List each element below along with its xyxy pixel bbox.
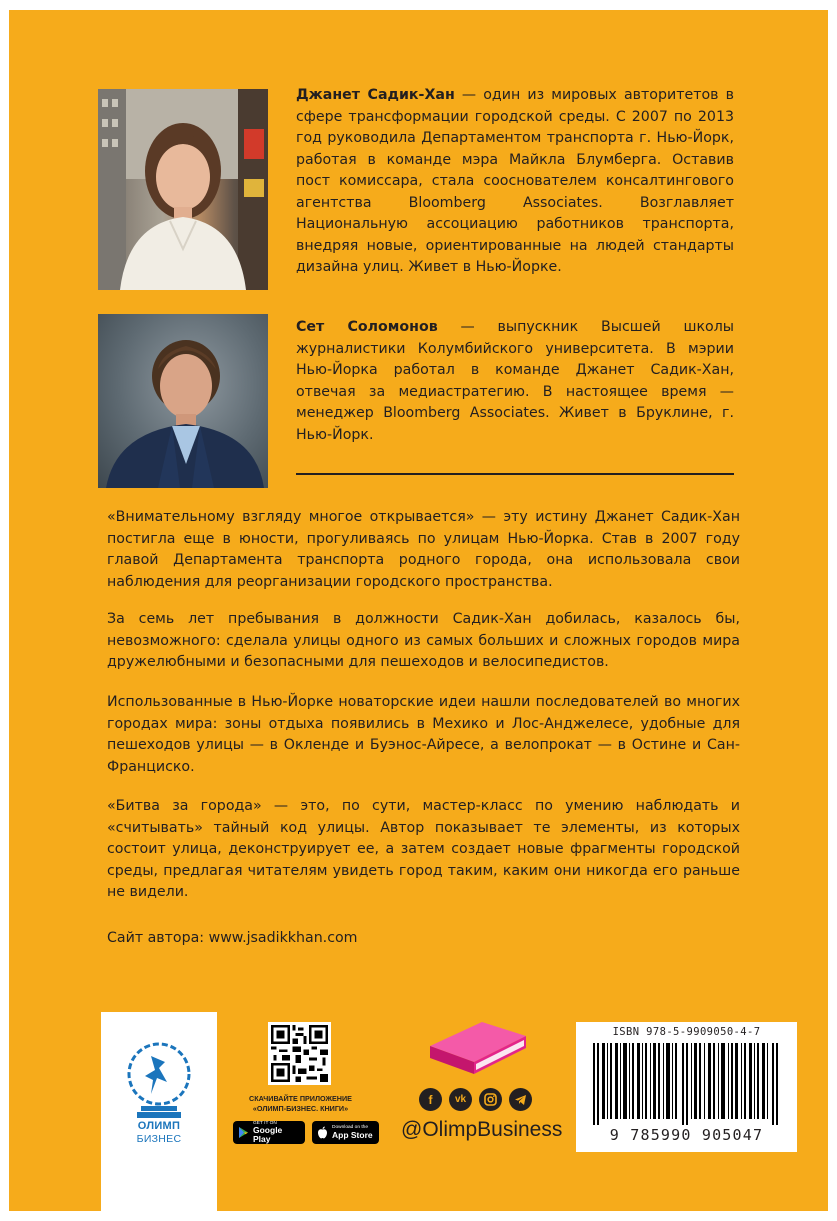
- app-store-badge[interactable]: [312, 1121, 379, 1144]
- apple-icon: [317, 1126, 328, 1139]
- telegram-icon[interactable]: [509, 1088, 532, 1111]
- barcode-icon: [591, 1043, 782, 1125]
- app-store-label: App Store: [332, 1129, 373, 1140]
- isbn-number: ISBN 978-5-9909050-4-7: [612, 1026, 761, 1038]
- telegram-glyph: [514, 1094, 527, 1106]
- app-qr-code[interactable]: [268, 1022, 331, 1085]
- publisher-logo-sub: БИЗНЕС: [136, 1133, 182, 1145]
- google-play-badge[interactable]: [233, 1121, 305, 1144]
- google-play-small: GET IT ON: [253, 1120, 277, 1126]
- social-handle: @OlimpBusiness: [401, 1118, 563, 1141]
- divider: [296, 473, 734, 475]
- barcode-digits: 9 785990 905047: [609, 1126, 764, 1144]
- instagram-glyph: [484, 1093, 497, 1106]
- publisher-logo-name: ОЛИМП: [137, 1120, 181, 1132]
- facebook-icon[interactable]: f: [419, 1088, 442, 1111]
- description-paragraph: «Внимательному взгляду многое открывается» — эту истину Джанет Садик-Хан постигла еще в юности, прогуливаясь по улицам Нью-Йорка. Став в 2007 году главой Департамента транспорта родного города, она использовала свои наблюдения для реорганизации городского пространства.: [107, 509, 740, 590]
- qr-code-icon: [271, 1025, 328, 1082]
- author-photo-sadik-khan: [98, 89, 268, 290]
- author-bio-text: — выпускник Высшей школы журналистики Колумбийского университета. В мэрии Нью-Йорка работал в команде Джанет Садик-Хан, отвечая за медиастратегию. В настоящее время — менеджер Bloomberg Associates. Живет в Бруклине, г. Нью-Йорк.: [296, 319, 734, 443]
- author-bio-solomonow: [296, 317, 734, 446]
- author-photo-sadik-khan-image: [98, 89, 268, 290]
- description-paragraph: «Битва за города» — это, по сути, мастер-класс по умению наблюдать и «считывать» тайный код улицы. Автор показывает те элементы, из которых состоит улица, деконструирует ее, а затем создает новые фрагменты городской среды, предлагая читателям увидеть город таким, каким они никогда его раньше не видели.: [107, 798, 740, 900]
- author-bio-sadik-khan: [296, 85, 734, 279]
- author-name: Джанет Садик-Хан: [296, 87, 455, 103]
- description-paragraph: Использованные в Нью-Йорке новаторские идеи нашли последователей во многих городах мира: зоны отдыха появились в Мехико и Лос-Анджелесе, удобные для пешеходов улицы — в Окленде и Буэнос-Айресе, а велопрокат — в Остине и Сан-Франциско.: [107, 694, 740, 775]
- app-caption: СКАЧИВАЙТЕ ПРИЛОЖЕНИЕ: [249, 1094, 352, 1103]
- instagram-icon[interactable]: [479, 1088, 502, 1111]
- author-name: Сет Соломонов: [296, 319, 438, 335]
- app-store-small: Download on the: [332, 1124, 369, 1130]
- author-photo-solomonow: [98, 314, 268, 488]
- olympus-laurel-icon: [121, 1036, 197, 1120]
- app-caption-title: «ОЛИМП-БИЗНЕС. КНИГИ»: [252, 1104, 349, 1113]
- book-icon: [426, 1018, 530, 1076]
- description-paragraph: За семь лет пребывания в должности Садик-Хан добилась, казалось бы, невозможного: сделала улицы одного из самых больших и сложных городов мира дружелюбными и безопасными для пешеходов и велосипедистов.: [107, 611, 740, 670]
- author-website: Сайт автора: www.jsadikkhan.com: [107, 930, 358, 946]
- google-play-label: Google Play: [253, 1125, 283, 1144]
- vk-icon[interactable]: vk: [449, 1088, 472, 1111]
- isbn-barcode-block: [576, 1022, 797, 1152]
- google-play-icon: [238, 1126, 249, 1139]
- publisher-logo: [101, 1012, 217, 1211]
- author-photo-solomonow-image: [98, 314, 268, 488]
- author-bio-text: — один из мировых авторитетов в сфере трансформации городской среды. С 2007 по 2013 год руководила Департаментом транспорта г. Нью-Йорк, работая в команде мэра Майкла Блумберга. Оставив пост комиссара, стала сооснователем консалтингового агентства Bloomberg Associates. Возглавляет Национальную ассоциацию работников транспорта, внедряя новые, ориентированные на людей стандарты дизайна улиц. Живет в Нью-Йорке.: [296, 87, 734, 275]
